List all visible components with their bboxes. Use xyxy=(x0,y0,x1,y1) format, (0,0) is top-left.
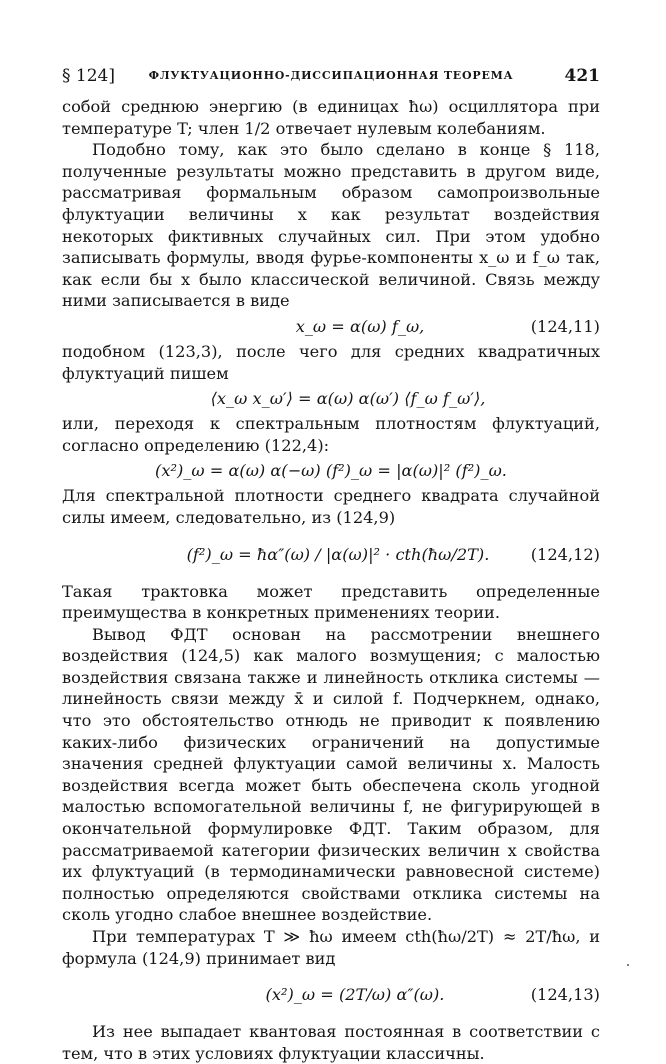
paragraph-9: Из нее выпадает квантовая постоянная в соответствии с тем, что в этих условиях флуктуации классичны. xyxy=(62,1022,600,1063)
equation-formula: x_ω = α(ω) f_ω, xyxy=(295,316,425,336)
print-speck xyxy=(627,964,629,966)
equation-formula: ⟨x_ω x_ω′⟩ = α(ω) α(ω′) ⟨f_ω f_ω′⟩, xyxy=(210,389,486,409)
equation-124-13 xyxy=(62,969,600,1021)
equation-formula: (x²)_ω = (2T/ω) α″(ω). xyxy=(265,985,445,1005)
paragraph-6: Такая трактовка может представить определенные преимущества в конкретных применениях теории. xyxy=(62,581,600,623)
body-text xyxy=(62,96,600,1064)
equation-formula: (x²)_ω = α(ω) α(−ω) (f²)_ω = |α(ω)|² (f²)_ω. xyxy=(155,461,507,481)
equation-correlation xyxy=(62,384,600,413)
equation-number: (124,13) xyxy=(530,985,600,1005)
header-title: ФЛУКТУАЦИОННО-ДИССИПАЦИОННАЯ ТЕОРЕМА xyxy=(148,69,514,82)
paragraph-2: Подобно тому, как это было сделано в конце § 118, полученные результаты можно представить в другом виде, рассматривая формальным образом самопроизвольные флуктуации величины x как результат воздействия некоторых фиктивных случайных сил. При этом удобно записывать формулы, вводя фурье-компоненты x_ω и f_ω так, как если бы x было классической величиной. Связь между ними записывается в виде xyxy=(62,140,600,311)
header-page-number: 421 xyxy=(564,66,600,86)
running-header xyxy=(62,66,600,96)
equation-formula: (f²)_ω = ħα″(ω) / |α(ω)|² · cth(ħω/2T). xyxy=(186,544,490,564)
paragraph-8: При температурах T ≫ ħω имеем cth(ħω/2T) ≈ 2T/ħω, и формула (124,9) принимает вид xyxy=(62,927,600,968)
paragraph-5: Для спектральной плотности среднего квадрата случайной силы имеем, следовательно, из (124,9) xyxy=(62,486,600,527)
paragraph-4: или, переходя к спектральным плотностям флуктуаций, согласно определению (122,4): xyxy=(62,414,600,455)
paragraph-1: собой среднюю энергию (в единицах ħω) осциллятора при температуре T; член 1/2 отвечает нулевым колебаниям. xyxy=(62,97,600,138)
paragraph-3: подобном (123,3), после чего для средних квадратичных флуктуаций пишем xyxy=(62,341,600,383)
equation-124-11 xyxy=(62,312,600,341)
equation-spectral-density xyxy=(62,456,600,485)
book-page xyxy=(62,66,600,1064)
equation-number: (124,12) xyxy=(530,544,600,564)
paragraph-7: Вывод ФДТ основан на рассмотрении внешнего воздействия (124,5) как малого возмущения; с малостью воздействия связана также и линейность отклика системы — линейность связи между x̄ и силой f. Подчеркнем, однако, что это обстоятельство отнюдь не приводит к появлению каких-либо физических ограничений на допустимые значения средней флуктуации самой величины x. Малость воздействия всегда может быть обеспечена сколь угодной малостью вспомогательной величины f, не фигурирующей в окончательной формулировке ФДТ. Таким образом, для рассматриваемой категории физических величин x свойства их флуктуаций (в термодинамически равновесной системе) полностью определяются свойствами отклика системы на сколь угодно слабое внешнее воздействие. xyxy=(62,624,600,925)
equation-124-12 xyxy=(62,529,600,581)
equation-number: (124,11) xyxy=(530,316,600,336)
header-section: § 124] xyxy=(62,66,115,86)
